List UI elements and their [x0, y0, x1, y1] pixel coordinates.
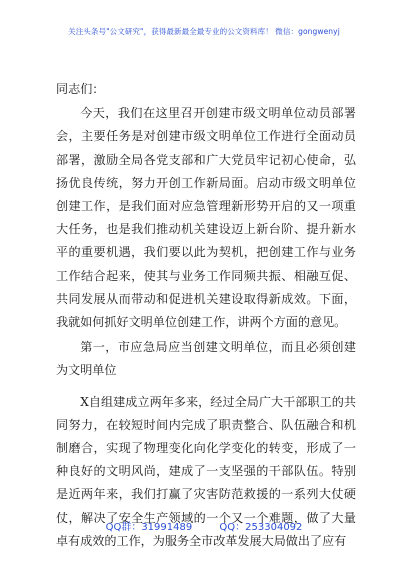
paragraph-gap [56, 383, 356, 391]
section-heading: 第一，市应急局应当创建文明单位，而且必须创建为文明单位 [56, 340, 356, 378]
greeting: 同志们： [56, 82, 105, 96]
document-body [56, 78, 356, 553]
paragraph-body: X自组建成立两年多来，经过全局广大干部职工的共同努力，在较短时间内完成了职责整合、队伍融合和机制磨合，实现了物理变化向化学变化的转变，形成了一种良好的文明风尚，建成了一支坚强的干部队伍。特别是近两年来，我们打赢了灾害防范救援的一系列大仗硬仗，解决了安全生产领域的一个又一个难题，做了大量卓有成效的工作，为服务全市改革发展大局做出了应有 [56, 394, 356, 548]
paragraph-intro: 今天，我们在这里召开创建市级文明单位动员部署会，主要任务是对创建市级文明单位工作进行全面动员部署，激励全局各党支部和广大党员牢记初心使命，弘扬优良传统，努力开创工作新局面。启动市级文明单位创建工作，是我们面对应急管理新形势开启的又一项重大任务，也是我们推动机关建设迈上新台阶、提升新水平的重要机遇，我们要以此为契机，把创建工作与业务工作结合起来，使其与业务工作同频共振、相融互促、共同发展从而带动和促进机关建设取得新成效。下面，我就如何抓好文明单位创建工作，讲两个方面的意见。 [56, 106, 356, 330]
header-banner: 关注头条号"公文研究"，获得最新最全最专业的公文资料库！ 微信：gongwenyj [68, 27, 340, 36]
footer [0, 518, 408, 533]
qq-group-2: QQ：253304092 [219, 522, 303, 533]
qq-group-1: QQ群：31991489 [105, 522, 193, 533]
